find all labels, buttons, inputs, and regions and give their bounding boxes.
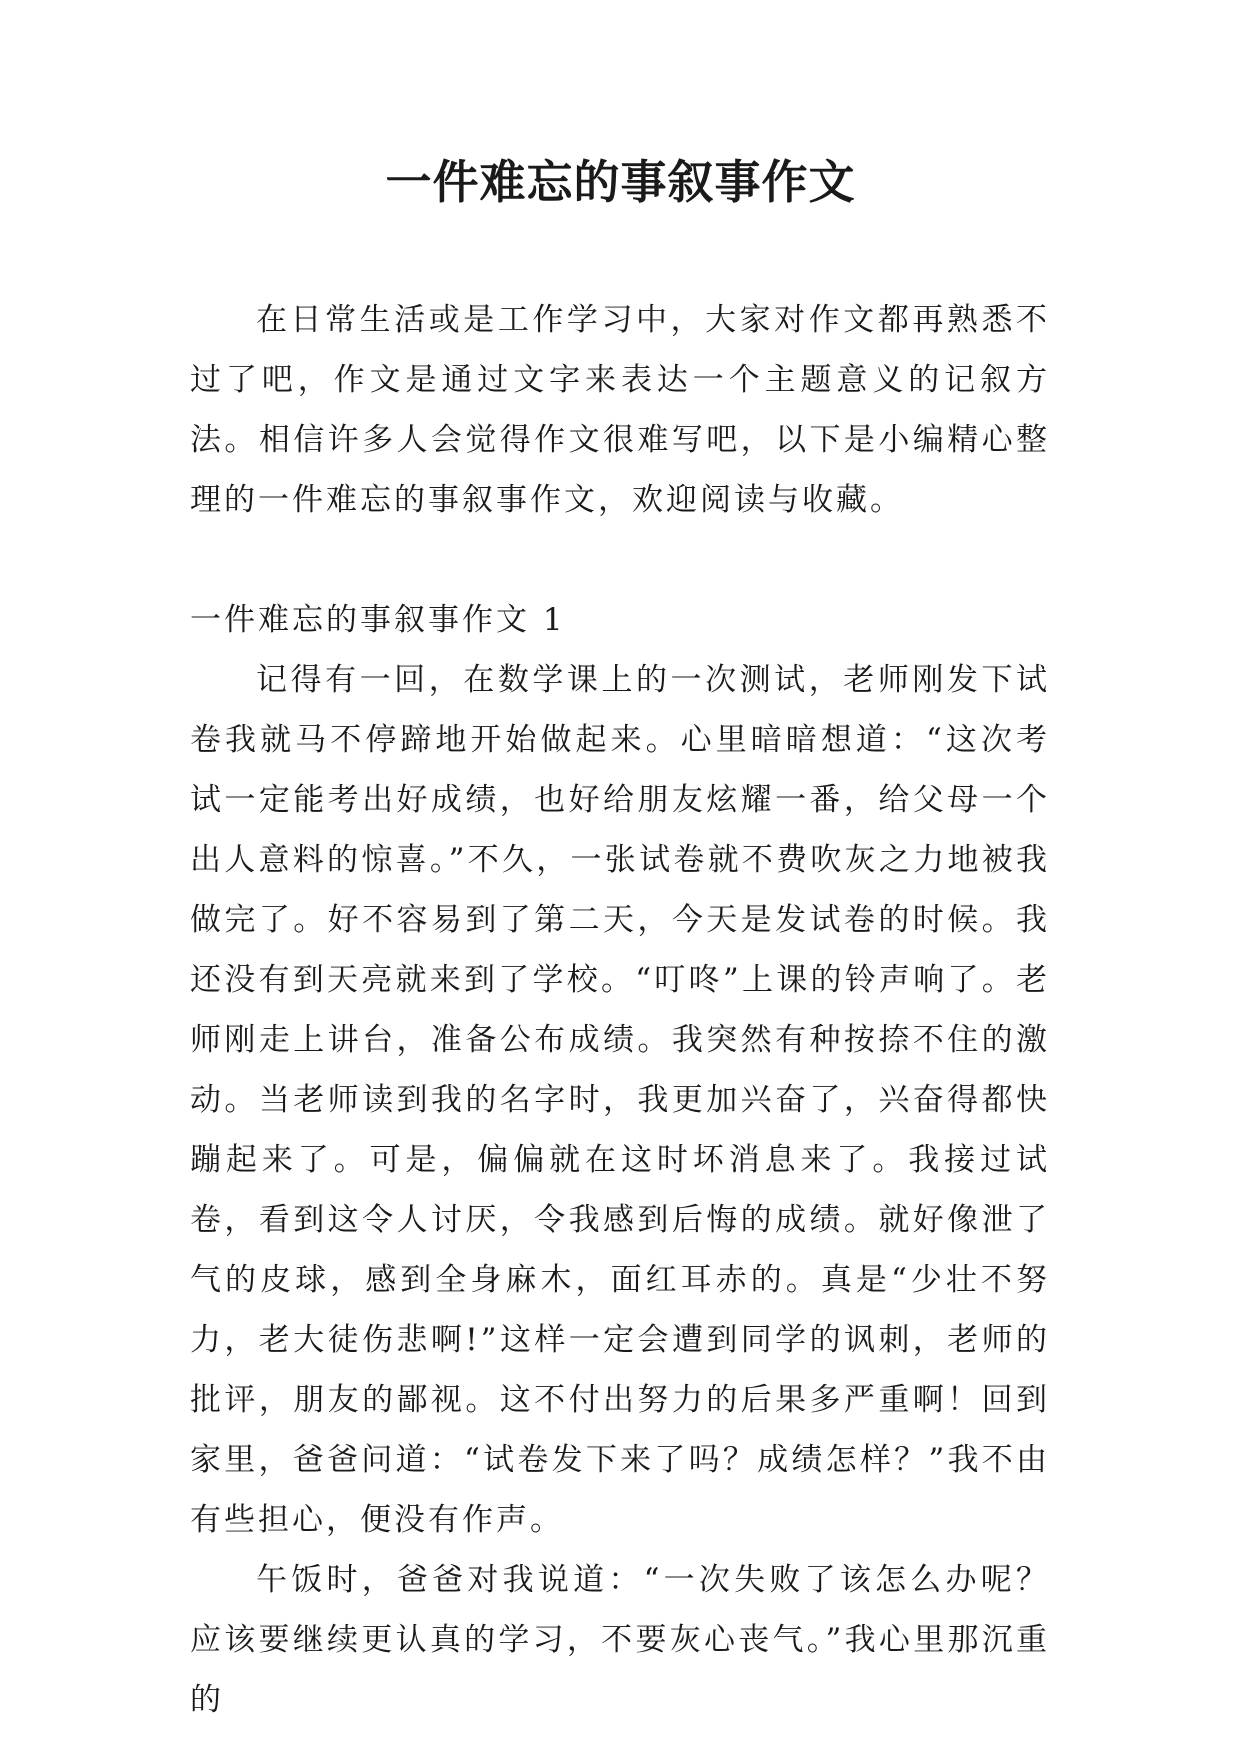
section-heading: 一件难忘的事叙事作文 1 — [190, 602, 566, 638]
body-paragraph-2: 午饭时，爸爸对我说道：“一次失败了该怎么办呢？应该要继续更认真的学习，不要灰心丧气。”我心里那沉重的 — [190, 1562, 1050, 1718]
document-title: 一件难忘的事叙事作文 — [385, 155, 856, 209]
document-body — [190, 290, 1050, 1730]
body-paragraph-1: 记得有一回，在数学课上的一次测试，老师刚发下试卷我就马不停蹄地开始做起来。心里暗暗想道：“这次考试一定能考出好成绩，也好给朋友炫耀一番，给父母一个出人意料的惊喜。”不久，一张试卷就不费吹灰之力地被我做完了。好不容易到了第二天，今天是发试卷的时候。我还没有到天亮就来到了学校。“叮咚”上课的铃声响了。老师刚走上讲台，准备公布成绩。我突然有种按捺不住的激动。当老师读到我的名字时，我更加兴奋了，兴奋得都快蹦起来了。可是，偏偏就在这时坏消息来了。我接过试卷，看到这令人讨厌，令我感到后悔的成绩。就好像泄了气的皮球，感到全身麻木，面红耳赤的。真是“少壮不努力，老大徒伤悲啊!”这样一定会遭到同学的讽刺，老师的批评，朋友的鄙视。这不付出努力的后果多严重啊！回到家里，爸爸问道：“试卷发下来了吗？成绩怎样？”我不由有些担心，便没有作声。 — [190, 662, 1050, 1538]
intro-paragraph: 在日常生活或是工作学习中，大家对作文都再熟悉不过了吧，作文是通过文字来表达一个主题意义的记叙方法。相信许多人会觉得作文很难写吧，以下是小编精心整理的一件难忘的事叙事作文，欢迎阅读与收藏。 — [190, 302, 1050, 518]
paragraph-spacer — [190, 530, 1050, 590]
